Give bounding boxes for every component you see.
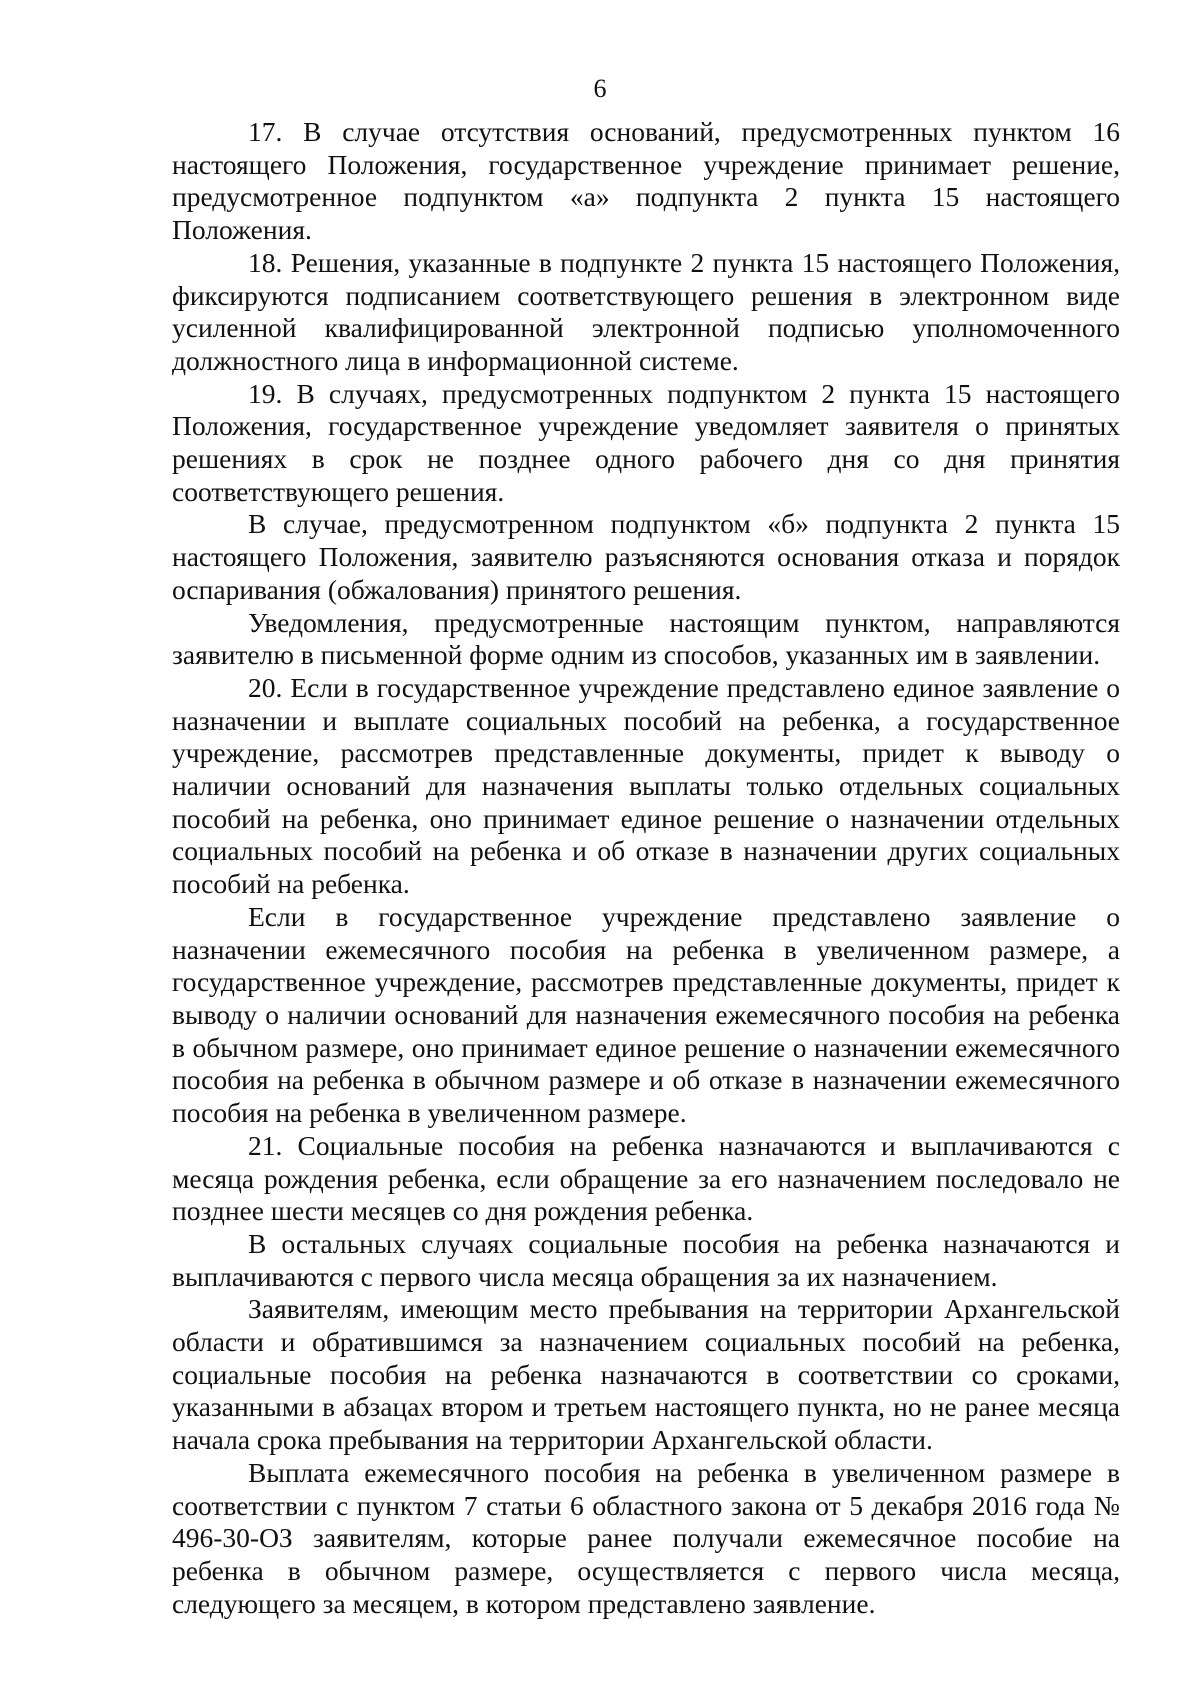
- paragraph-20: 20. Если в государственное учреждение представлено единое заявление о назначении и выплате социальных пособий на ребенка, а государственное учреждение, рассмотрев представленные документы, придет к выводу о наличии оснований для назначения выплаты только отдельных социальных пособий на ребенка, оно принимает единое решение о назначении отдельных социальных пособий на ребенка и об отказе в назначении других социальных пособий на ребенка.: [172, 671, 1120, 900]
- paragraph-21: 21. Социальные пособия на ребенка назначаются и выплачиваются с месяца рождения ребенка, если обращение за его назначением последовало не позднее шести месяцев со дня рождения ребенка.: [172, 1129, 1120, 1227]
- paragraph-19-notifications: Уведомления, предусмотренные настоящим пунктом, направляются заявителю в письменной форме одним из способов, указанных им в заявлении.: [172, 606, 1120, 671]
- paragraph-21-other-cases: В остальных случаях социальные пособия на ребенка назначаются и выплачиваются с первого числа месяца обращения за их назначением.: [172, 1227, 1120, 1292]
- paragraph-17: 17. В случае отсутствия оснований, предусмотренных пунктом 16 настоящего Положения, государственное учреждение принимает решение, предусмотренное подпунктом «а» подпункта 2 пункта 15 настоящего Положения.: [172, 116, 1120, 246]
- paragraph-18: 18. Решения, указанные в подпункте 2 пункта 15 настоящего Положения, фиксируются подписанием соответствующего решения в электронном виде усиленной квалифицированной электронной подписью уполномоченного должностного лица в информационной системе.: [172, 246, 1120, 376]
- paragraph-21-increased-payment: Выплата ежемесячного пособия на ребенка в увеличенном размере в соответствии с пунктом 7 статьи 6 областного закона от 5 декабря 2016 года № 496-30-ОЗ заявителям, которые ранее получали ежемесячное пособие на ребенка в обычном размере, осуществляется с первого числа месяца, следующего за месяцем, в котором представлено заявление.: [172, 1456, 1120, 1619]
- document-body: [172, 116, 1120, 1620]
- paragraph-19-case-b: В случае, предусмотренном подпунктом «б» подпункта 2 пункта 15 настоящего Положения, заявителю разъясняются основания отказа и порядок оспаривания (обжалования) принятого решения.: [172, 508, 1120, 605]
- paragraph-20-increased-allowance: Если в государственное учреждение представлено заявление о назначении ежемесячного пособия на ребенка в увеличенном размере, а государственное учреждение, рассмотрев представленные документы, придет к выводу о наличии оснований для назначения ежемесячного пособия на ребенка в обычном размере, оно принимает единое решение о назначении ежемесячного пособия на ребенка в обычном размере и об отказе в назначении ежемесячного пособия на ребенка в увеличенном размере.: [172, 900, 1120, 1129]
- page-number: 6: [593, 74, 607, 103]
- paragraph-19: 19. В случаях, предусмотренных подпунктом 2 пункта 15 настоящего Положения, государственное учреждение уведомляет заявителя о принятых решениях в срок не позднее одного рабочего дня со дня принятия соответствующего решения.: [172, 377, 1120, 507]
- paragraph-21-applicants-stay: Заявителям, имеющим место пребывания на территории Архангельской области и обратившимся за назначением социальных пособий на ребенка, социальные пособия на ребенка назначаются в соответствии со сроками, указанными в абзацах втором и третьем настоящего пункта, но не ранее месяца начала срока пребывания на территории Архангельской области.: [172, 1293, 1120, 1456]
